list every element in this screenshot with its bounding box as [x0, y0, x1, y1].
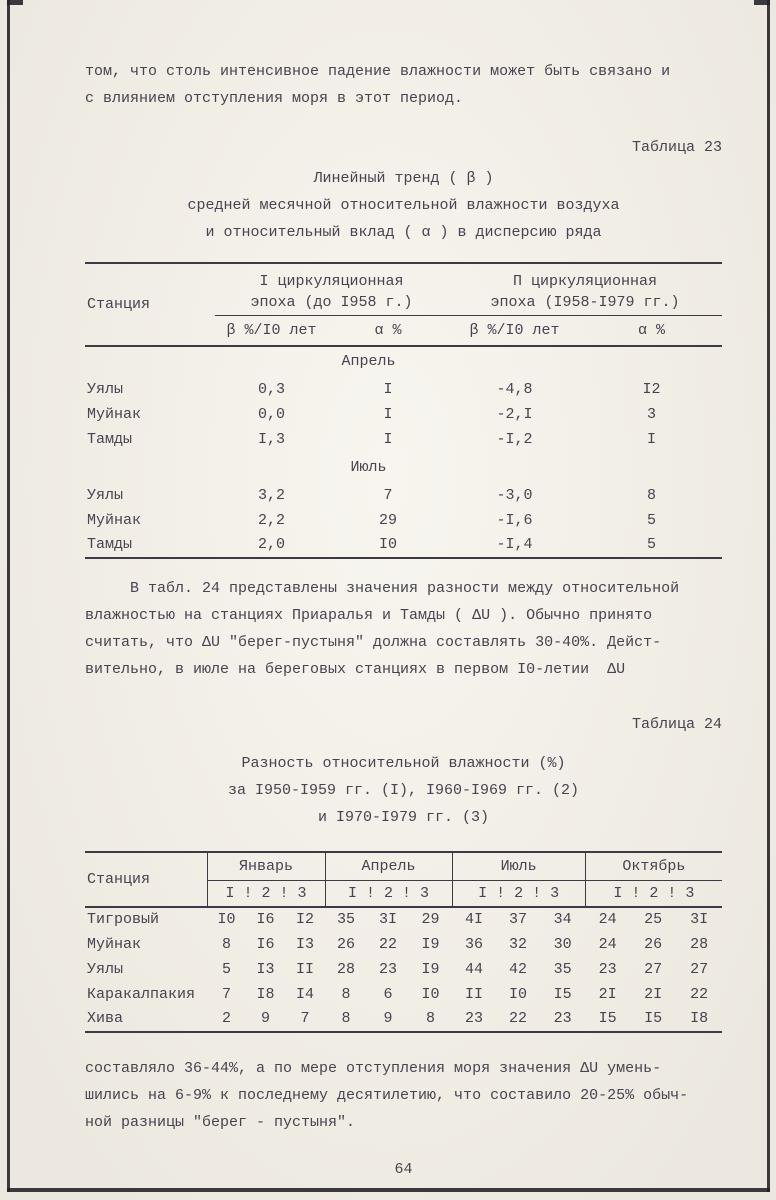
cell: I4	[296, 985, 315, 1003]
column-header-alpha: α %	[328, 316, 448, 346]
table-row	[85, 907, 722, 932]
cell: 42	[509, 960, 528, 978]
table24-label: Таблица 24	[631, 715, 722, 733]
scan-edge-left	[7, 0, 10, 1192]
column-group-july: Июль	[452, 852, 585, 881]
text-line: том, что столь интенсивное падение влажности может быть связано и	[85, 63, 671, 80]
cell: 35	[553, 960, 572, 978]
cell: I8	[256, 985, 275, 1003]
cell: I2	[296, 911, 315, 928]
cell: I5	[644, 1010, 663, 1027]
table-row	[85, 427, 722, 452]
cell: -I,2	[496, 430, 533, 448]
decade-subheader: I ! 2 ! 3	[452, 881, 585, 907]
cell-station: Тигровый	[87, 911, 160, 928]
cell: 3I	[379, 911, 398, 928]
cell: I8	[690, 1010, 709, 1027]
cell: 28	[337, 960, 356, 978]
cell-station: Муйнак	[87, 405, 142, 423]
cell: II	[296, 960, 315, 978]
table24-title	[85, 750, 722, 831]
title-line: Линейный тренд ( β )	[313, 170, 494, 187]
cell: 2I	[644, 985, 663, 1003]
page-number: 64	[394, 1160, 413, 1178]
decade-subheader: I ! 2 ! 3	[585, 881, 722, 907]
cell: 23	[379, 960, 398, 978]
cell: 37	[509, 911, 528, 928]
cell: 32	[509, 935, 528, 953]
cell: 4I	[465, 911, 484, 928]
group-header-line: эпоха (I958-I979 гг.)	[490, 294, 680, 311]
header-row-groups	[85, 263, 722, 316]
cell: I0	[217, 911, 236, 928]
table-row	[85, 1007, 722, 1032]
cell: 7	[221, 985, 231, 1003]
cell: 27	[690, 960, 709, 978]
cell: 6	[383, 985, 393, 1003]
cell: I	[383, 430, 393, 448]
cell: 28	[690, 935, 709, 953]
column-group-april: Апрель	[325, 852, 452, 881]
title-line: за I950-I959 гг. (I), I960-I969 гг. (2)	[227, 781, 580, 799]
cell: 7	[383, 486, 393, 504]
text-line: ной разницы "берег - пустыня".	[85, 1113, 356, 1131]
cell: -3,0	[496, 486, 533, 504]
title-line: средней месячной относительной влажности воздуха	[187, 197, 620, 214]
column-header-beta: β %/I0 лет	[448, 316, 581, 346]
column-header-station: Станция	[85, 263, 215, 346]
cell: 0,0	[257, 405, 285, 423]
cell: I2	[642, 380, 661, 398]
decade-subheader: I ! 2 ! 3	[325, 881, 452, 907]
cell: 3	[646, 405, 656, 423]
table-row	[85, 483, 722, 508]
table-row	[85, 982, 722, 1007]
cell: I6	[256, 911, 275, 928]
linear-trend-table	[85, 262, 722, 559]
cell: 0,3	[257, 380, 285, 398]
scan-edge-right	[767, 0, 770, 1192]
cell: I0	[378, 536, 397, 553]
header-row-months	[85, 852, 722, 881]
table-row	[85, 957, 722, 982]
group-header-line: I циркуляционная	[259, 273, 404, 290]
outro-paragraph	[85, 1055, 722, 1136]
cell-station: Муйнак	[87, 935, 142, 953]
group-header-line: эпоха (до I958 г.)	[250, 294, 413, 311]
cell: -2,I	[496, 405, 533, 423]
cell: 22	[690, 985, 709, 1003]
intro-paragraph	[85, 58, 722, 112]
scan-edge-top-left	[7, 0, 23, 5]
cell-station: Тамды	[87, 536, 133, 553]
cell: 5	[646, 536, 656, 553]
column-group-epoch1	[215, 263, 448, 316]
cell-station: Уялы	[87, 486, 124, 504]
cell: 3,2	[257, 486, 285, 504]
cell: 22	[509, 1010, 528, 1027]
cell: 30	[553, 935, 572, 953]
group-header-line: П циркуляционная	[512, 273, 658, 290]
cell: I3	[296, 935, 315, 953]
cell-station: Хива	[87, 1010, 124, 1027]
text-line: считать, что ΔU "берег-пустыня" должна составлять 30-40%. Дейст-	[85, 633, 662, 651]
scan-edge-bottom	[7, 1188, 770, 1192]
cell-station: Муйнак	[87, 511, 142, 529]
cell: 23	[598, 960, 617, 978]
cell: 23	[465, 1010, 484, 1027]
title-line: и относительный вклад ( α ) в дисперсию ряда	[205, 224, 602, 241]
cell: 3I	[690, 911, 709, 928]
cell: I,3	[257, 430, 285, 448]
cell: I5	[553, 985, 572, 1003]
cell: II	[465, 985, 484, 1003]
cell: 5	[646, 511, 656, 529]
cell: I0	[421, 985, 440, 1003]
cell: 9	[260, 1010, 270, 1027]
cell: 2,0	[257, 536, 285, 553]
text-line: шились на 6-9% к последнему десятилетию, что составило 20-25% обыч-	[85, 1086, 689, 1104]
decade-subheader: I ! 2 ! 3	[207, 881, 325, 907]
cell: 23	[553, 1010, 572, 1027]
cell: 5	[221, 960, 231, 978]
cell: 26	[337, 935, 356, 953]
text-line: составляло 36-44%, а по мере отступления моря значения ΔU умень-	[85, 1059, 662, 1077]
table-row	[85, 932, 722, 957]
column-group-epoch2	[448, 263, 722, 316]
between-paragraph	[85, 575, 722, 683]
cell: 7	[300, 1010, 310, 1027]
cell: 25	[644, 911, 663, 928]
cell: 8	[426, 1010, 436, 1027]
section-row-april	[85, 346, 722, 377]
cell: 8	[221, 935, 231, 953]
column-header-alpha: α %	[581, 316, 722, 346]
column-header-beta: β %/I0 лет	[215, 316, 328, 346]
text-line: влажностью на станциях Приаралья и Тамды ( ΔU ). Обычно принято	[85, 606, 653, 624]
cell: 44	[465, 960, 484, 978]
table23-title	[85, 165, 722, 246]
cell: 35	[337, 911, 356, 928]
cell-station: Каракалпакия	[87, 985, 196, 1003]
table-row	[85, 402, 722, 427]
cell: -I,4	[496, 536, 533, 553]
cell: I	[646, 430, 656, 448]
cell-station: Уялы	[87, 380, 124, 398]
cell: 8	[341, 985, 351, 1003]
column-header-station: Станция	[85, 852, 207, 907]
cell: I5	[598, 1010, 617, 1027]
cell: 36	[465, 935, 484, 953]
humidity-difference-table	[85, 851, 722, 1033]
cell: 2I	[598, 985, 617, 1003]
cell: I9	[421, 960, 440, 978]
cell: 8	[646, 486, 656, 504]
cell: I	[383, 405, 393, 423]
cell: I9	[421, 935, 440, 953]
text-line: вительно, в июле на береговых станциях в первом I0-летии ΔU	[85, 660, 626, 678]
title-line: Разность относительной влажности (%)	[241, 754, 566, 772]
title-line: и I970-I979 гг. (3)	[317, 808, 490, 826]
cell: 8	[341, 1010, 351, 1027]
cell: I0	[509, 985, 528, 1003]
table23-label: Таблица 23	[631, 139, 722, 156]
cell: 2,2	[257, 511, 285, 529]
cell: 34	[553, 911, 572, 928]
section-label: Июль	[350, 458, 387, 476]
table-row	[85, 508, 722, 533]
cell: I6	[256, 935, 275, 953]
cell: 26	[644, 935, 663, 953]
cell: I	[383, 380, 393, 398]
column-group-january: Январь	[207, 852, 325, 881]
cell-station: Уялы	[87, 960, 124, 978]
scan-edge-top-right	[754, 0, 770, 5]
cell: 29	[421, 911, 440, 928]
section-row-july	[85, 452, 722, 483]
cell: 24	[598, 911, 617, 928]
cell: -4,8	[496, 380, 533, 398]
section-label: Апрель	[341, 353, 396, 370]
cell: 29	[378, 511, 397, 529]
table-row	[85, 377, 722, 402]
cell: 2	[221, 1010, 231, 1027]
cell: 27	[644, 960, 663, 978]
text-line: В табл. 24 представлены значения разности между относительной	[130, 579, 680, 597]
cell: 24	[598, 935, 617, 953]
cell: I3	[256, 960, 275, 978]
cell: -I,6	[496, 511, 533, 529]
cell: 9	[383, 1010, 393, 1027]
text-line: с влиянием отступления моря в этот период.	[85, 90, 464, 107]
column-group-october: Октябрь	[585, 852, 722, 881]
cell: 22	[379, 935, 398, 953]
table-row	[85, 533, 722, 558]
cell-station: Тамды	[87, 430, 133, 448]
page-content	[85, 58, 722, 1183]
